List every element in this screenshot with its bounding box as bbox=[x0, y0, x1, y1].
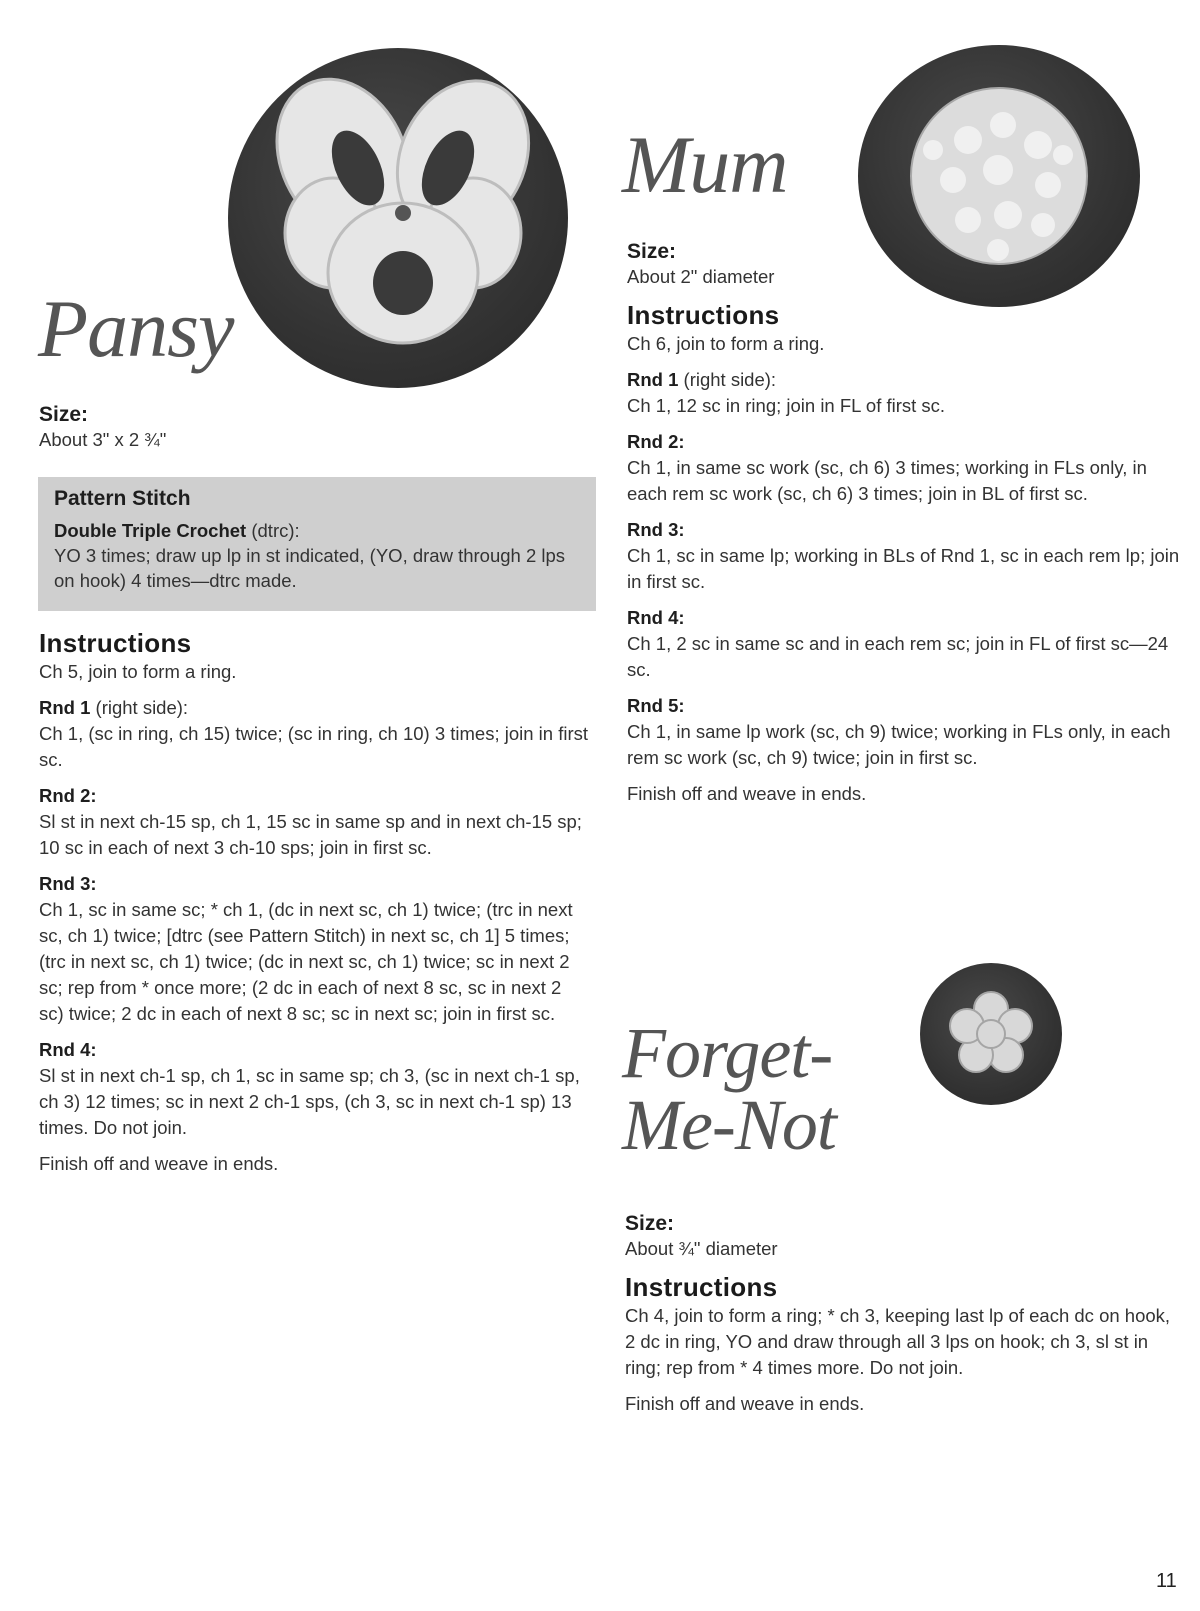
round-text: Ch 1, in same sc work (sc, ch 6) 3 times; working in FLs only, in each rem sc work (sc, ch 6) 3 times; join in BL of first sc. bbox=[627, 457, 1147, 504]
round-label: Rnd 2: bbox=[39, 785, 97, 806]
pansy-finish: Finish off and weave in ends. bbox=[39, 1153, 279, 1174]
stitch-name: Double Triple Crochet bbox=[54, 520, 247, 541]
mum-finish: Finish off and weave in ends. bbox=[627, 783, 867, 804]
mum-instructions-heading: Instructions bbox=[627, 300, 780, 330]
round-note: (right side): bbox=[90, 697, 189, 718]
pansy-round-3 bbox=[39, 871, 591, 1027]
round-label: Rnd 4: bbox=[627, 607, 685, 628]
round-text: Ch 1, sc in same sc; * ch 1, (dc in next sc, ch 1) twice; (trc in next sc, ch 1) twice; [dtrc (see Pattern Stitch) in next sc, ch 1] 5 times; (trc in next sc, ch 1) twice; (dc in next sc, ch 1) twice; sc in next 2 sc; rep from * once more; (2 dc in each of next 8 sc, sc in next 2 sc) twice; 2 dc in each of next 8 sc; sc in next sc; join in first sc. bbox=[39, 899, 573, 1024]
forget-me-not-title-line2: Me-Not bbox=[622, 1085, 836, 1165]
forget-me-not-finish: Finish off and weave in ends. bbox=[625, 1393, 865, 1414]
forget-me-not-size-label: Size: bbox=[625, 1212, 675, 1235]
pattern-stitch-name-line bbox=[54, 519, 580, 543]
round-label: Rnd 3: bbox=[627, 519, 685, 540]
mum-round-5 bbox=[627, 693, 1187, 771]
round-label: Rnd 5: bbox=[627, 695, 685, 716]
round-text: Ch 1, 12 sc in ring; join in FL of first sc. bbox=[627, 395, 946, 416]
mum-intro: Ch 6, join to form a ring. bbox=[627, 333, 825, 354]
round-label: Rnd 2: bbox=[627, 431, 685, 452]
round-text: Ch 1, sc in same lp; working in BLs of Rnd 1, sc in each rem lp; join in first sc. bbox=[627, 545, 1180, 592]
pansy-size-section bbox=[39, 403, 599, 453]
round-text: Sl st in next ch-1 sp, ch 1, sc in same sp; ch 3, (sc in next ch-1 sp, ch 3) 12 times; sc in next 2 ch-1 sps, (ch 3, sc in next ch-1 sp) 13 times. Do not join. bbox=[39, 1065, 580, 1138]
round-label: Rnd 3: bbox=[39, 873, 97, 894]
mum-size-value: About 2" diameter bbox=[627, 266, 775, 287]
round-label: Rnd 4: bbox=[39, 1039, 97, 1060]
round-text: Ch 1, in same lp work (sc, ch 9) twice; working in FLs only, in each rem sc work (sc, ch 9) twice; join in first sc. bbox=[627, 721, 1171, 768]
stitch-text: YO 3 times; draw up lp in st indicated, (YO, draw through 2 lps on hook) 4 times—dtrc made. bbox=[54, 545, 566, 591]
pansy-title: Pansy bbox=[38, 283, 234, 374]
pansy-flower-image bbox=[228, 48, 568, 388]
pansy-round-4 bbox=[39, 1037, 591, 1141]
mum-round-2 bbox=[627, 429, 1187, 507]
pansy-round-1 bbox=[39, 695, 591, 773]
round-text: Sl st in next ch-15 sp, ch 1, 15 sc in same sp and in next ch-15 sp; 10 sc in each of next 3 ch-10 sps; join in first sc. bbox=[39, 811, 582, 858]
round-note: (right side): bbox=[678, 369, 777, 390]
pansy-intro: Ch 5, join to form a ring. bbox=[39, 661, 237, 682]
stitch-abbr: (dtrc): bbox=[246, 520, 300, 541]
pattern-stitch-heading: Pattern Stitch bbox=[54, 487, 191, 510]
pansy-instructions bbox=[39, 628, 591, 1177]
mum-title: Mum bbox=[622, 119, 788, 210]
forget-me-not-section bbox=[625, 1212, 1185, 1417]
pansy-size-value: About 3" x 2 ¾" bbox=[39, 429, 167, 450]
forget-me-not-body: Ch 4, join to form a ring; * ch 3, keeping last lp of each dc on hook, 2 dc in ring, YO and draw through all 3 lps on hook; ch 3, sl st in ring; rep from * 4 times more. Do not join. bbox=[625, 1305, 1171, 1378]
forget-me-not-instructions-heading: Instructions bbox=[625, 1272, 778, 1302]
forget-me-not-size-value: About ¾" diameter bbox=[625, 1238, 778, 1259]
forget-me-not-title bbox=[622, 1013, 836, 1165]
round-text: Ch 1, 2 sc in same sc and in each rem sc; join in FL of first sc—24 sc. bbox=[627, 633, 1169, 680]
forget-me-not-title-line1: Forget- bbox=[622, 1013, 833, 1093]
round-label: Rnd 1 bbox=[39, 697, 91, 718]
forget-me-not-photo bbox=[920, 963, 1062, 1105]
page-number: 11 bbox=[1156, 1570, 1177, 1592]
pansy-round-2 bbox=[39, 783, 591, 861]
mum-round-1 bbox=[627, 367, 1187, 419]
mum-round-3 bbox=[627, 517, 1187, 595]
round-label: Rnd 1 bbox=[627, 369, 679, 390]
mum-size-label: Size: bbox=[627, 240, 677, 263]
pattern-stitch-box bbox=[38, 477, 596, 611]
pansy-instructions-heading: Instructions bbox=[39, 628, 192, 658]
round-text: Ch 1, (sc in ring, ch 15) twice; (sc in ring, ch 10) 3 times; join in first sc. bbox=[39, 723, 589, 770]
pansy-size-label: Size: bbox=[39, 403, 89, 426]
pansy-photo bbox=[228, 48, 568, 388]
forget-me-not-flower-image bbox=[920, 963, 1062, 1105]
mum-section bbox=[627, 240, 1187, 807]
mum-round-4 bbox=[627, 605, 1187, 683]
